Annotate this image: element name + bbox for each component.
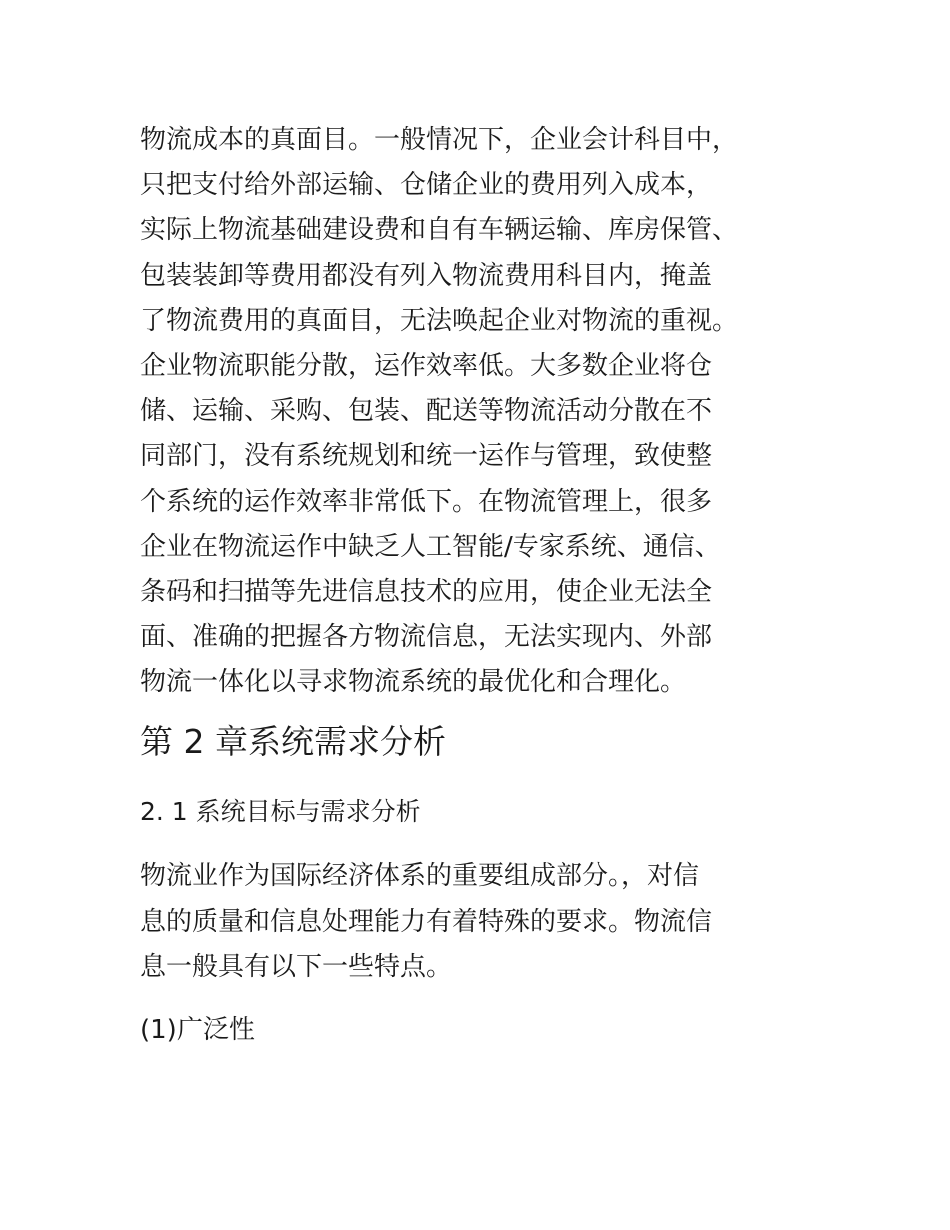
paragraph-line: 息的质量和信息处理能力有着特殊的要求。物流信 (140, 906, 713, 937)
paragraph-line: 包装装卸等费用都没有列入物流费用科目内，掩盖 (140, 260, 713, 291)
paragraph-line: 企业在物流运作中缺乏人工智能/专家系统、通信、 (140, 531, 721, 562)
chapter-heading: 第 2 章系统需求分析 (140, 722, 446, 761)
paragraph-line: 面、准确的把握各方物流信息，无法实现内、外部 (140, 622, 713, 653)
paragraph-line: 实际上物流基础建设费和自有车辆运输、库房保管、 (140, 215, 739, 246)
paragraph-line: 物流业作为国际经济体系的重要组成部分。，对信 (140, 861, 700, 891)
paragraph-line: 同部门，没有系统规划和统一运作与管理，致使整 (140, 441, 713, 472)
document-page (140, 118, 830, 1045)
paragraph-line: 了物流费用的真面目，无法唤起企业对物流的重视。 (140, 305, 739, 336)
paragraph-line: 息一般具有以下一些特点。 (140, 952, 453, 982)
list-item-heading: (1)广泛性 (140, 1015, 255, 1045)
paragraph-line: 只把支付给外部运输、仓储企业的费用列入成本， (140, 170, 713, 201)
paragraph-line: 企业物流职能分散，运作效率低。大多数企业将仓 (140, 351, 713, 382)
paragraph-line: 物流一体化以寻求物流系统的最优化和合理化。 (140, 667, 687, 698)
paragraph-line: 物流成本的真面目。一般情况下，企业会计科目中， (140, 125, 739, 155)
paragraph-line: 条码和扫描等先进信息技术的应用，使企业无法全 (140, 577, 713, 608)
paragraph-line: 储、运输、采购、包装、配送等物流活动分散在不 (140, 396, 713, 427)
section-paragraph (140, 854, 712, 991)
section-heading: 2. 1 系统目标与需求分析 (140, 797, 421, 826)
intro-paragraph (140, 118, 830, 706)
paragraph-line: 个系统的运作效率非常低下。在物流管理上，很多 (140, 486, 713, 517)
